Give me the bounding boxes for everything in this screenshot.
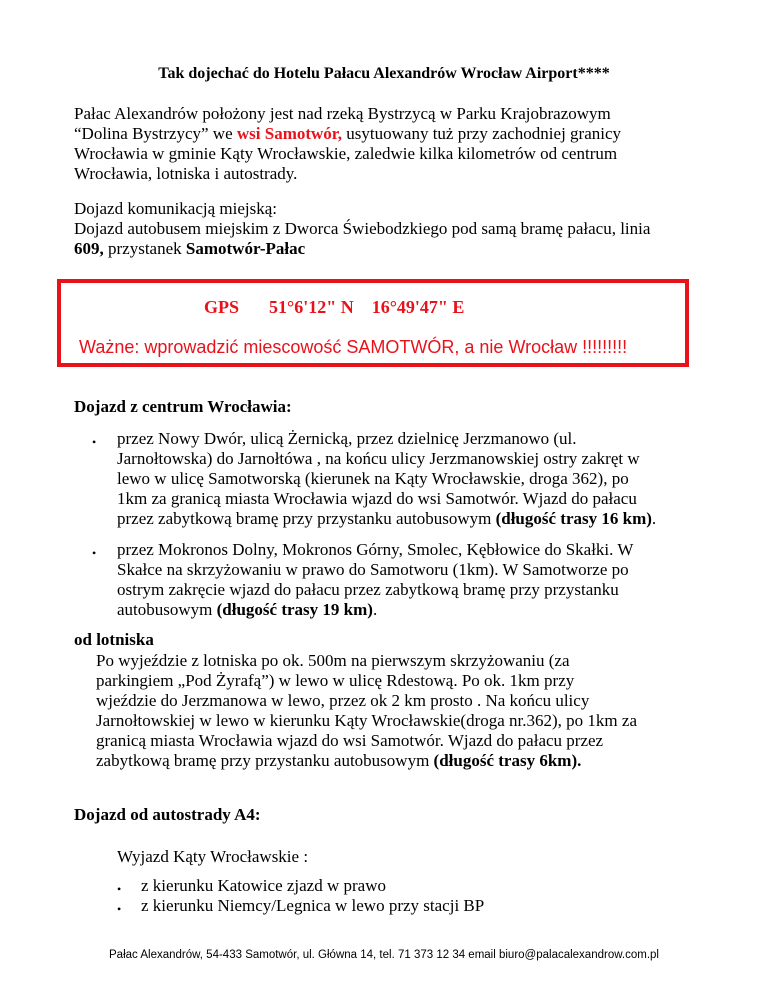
transit-line: Dojazd autobusem miejskim z Dworca Świebodzkiego pod samą bramę pałacu, linia xyxy=(74,219,651,238)
page-title: Tak dojechać do Hotelu Pałacu Alexandrów Wrocław Airport**** xyxy=(158,65,610,82)
gps-coordinates: GPS 51°6'12" N 16°49'47" E xyxy=(204,297,465,317)
center-heading: Dojazd z centrum Wrocławia: xyxy=(74,397,292,416)
route-length: (długość trasy 16 km) xyxy=(495,509,652,528)
intro-line: “Dolina Bystrzycy” we wsi Samotwór, usytuowany tuż przy zachodniej granicy xyxy=(74,124,622,143)
village-highlight: wsi Samotwór, xyxy=(236,124,343,143)
airport-heading: od lotniska xyxy=(74,630,154,649)
intro-paragraph xyxy=(74,104,704,184)
a4-heading: Dojazd od autostrady A4: xyxy=(74,805,261,824)
list-item: przez Nowy Dwór, ulicą Żernicką, przez dzielnicę Jerzmanowo (ul. Jarnołtowska) do Jarnołtówa , na końcu ulicy Jerzmanowskiej ostry zakręt w lewo w ulicę Samotworską (kierunek na Kąty Wrocławskie, droga 362), po 1km za granicą miasta Wrocławia wjazd do wsi Samotwór. Wjazd do pałacu przez zabytkową bramę przy przystanku autobusowym (długość trasy 16 km). xyxy=(117,429,657,528)
bullet: • xyxy=(117,882,122,896)
gps-warning: Ważne: wprowadzić miescowość SAMOTWÓR, a nie Wrocław !!!!!!!!! xyxy=(79,337,628,357)
a4-exit: Wyjazd Kąty Wrocławskie : xyxy=(117,847,309,866)
airport-paragraph: Po wyjeździe z lotniska po ok. 500m na pierwszym skrzyżowaniu (za parkingiem „Pod Żyrafą”) w lewo w ulicę Rdestową. Po ok. 1km przy wjeździe do Jerzmanowa w lewo, przez ok 2 km prosto . Na końcu ulicy Jarnołtowskiej w lewo w kierunku Kąty Wrocławskie(droga nr.362), po 1km za granicą miasta Wrocławia wjazd do wsi Samotwór. Wjazd do pałacu przez zabytkową bramę przy przystanku autobusowym (długość trasy 6km). xyxy=(96,651,637,770)
page-footer: Pałac Alexandrów, 54-433 Samotwór, ul. Główna 14, tel. 71 373 12 34 email biuro@palacalexandrow.com.pl xyxy=(109,949,659,961)
bullet: • xyxy=(117,902,122,916)
intro-line: Pałac Alexandrów położony jest nad rzeką Bystrzycą w Parku Krajobrazowym xyxy=(74,104,611,123)
list-item: przez Mokronos Dolny, Mokronos Górny, Smolec, Kębłowice do Skałki. W Skałce na skrzyżowaniu w prawo do Samotworu (1km). W Samotworze po ostrym zakręcie wjazd do pałacu przez zabytkową bramę przy przystanku autobusowym (długość trasy 19 km). xyxy=(117,540,634,619)
route-length: (długość trasy 19 km) xyxy=(216,600,373,619)
list-item: z kierunku Niemcy/Legnica w lewo przy stacji BP xyxy=(141,896,485,915)
bullet: • xyxy=(92,546,97,560)
transit-heading: Dojazd komunikacją miejską: xyxy=(74,199,277,218)
intro-line: Wrocławia, lotniska i autostrady. xyxy=(74,164,298,183)
bullet: • xyxy=(92,435,97,449)
bus-stop-name: Samotwór-Pałac xyxy=(185,239,306,258)
list-item: z kierunku Katowice zjazd w prawo xyxy=(141,876,386,895)
intro-line: Wrocławia w gminie Kąty Wrocławskie, zaledwie kilka kilometrów od centrum xyxy=(74,144,618,163)
transit-line: 609, przystanek Samotwór-Pałac xyxy=(74,239,306,258)
transit-section xyxy=(74,199,704,259)
gps-box xyxy=(57,279,689,367)
route-length: (długość trasy 6km). xyxy=(433,751,582,770)
